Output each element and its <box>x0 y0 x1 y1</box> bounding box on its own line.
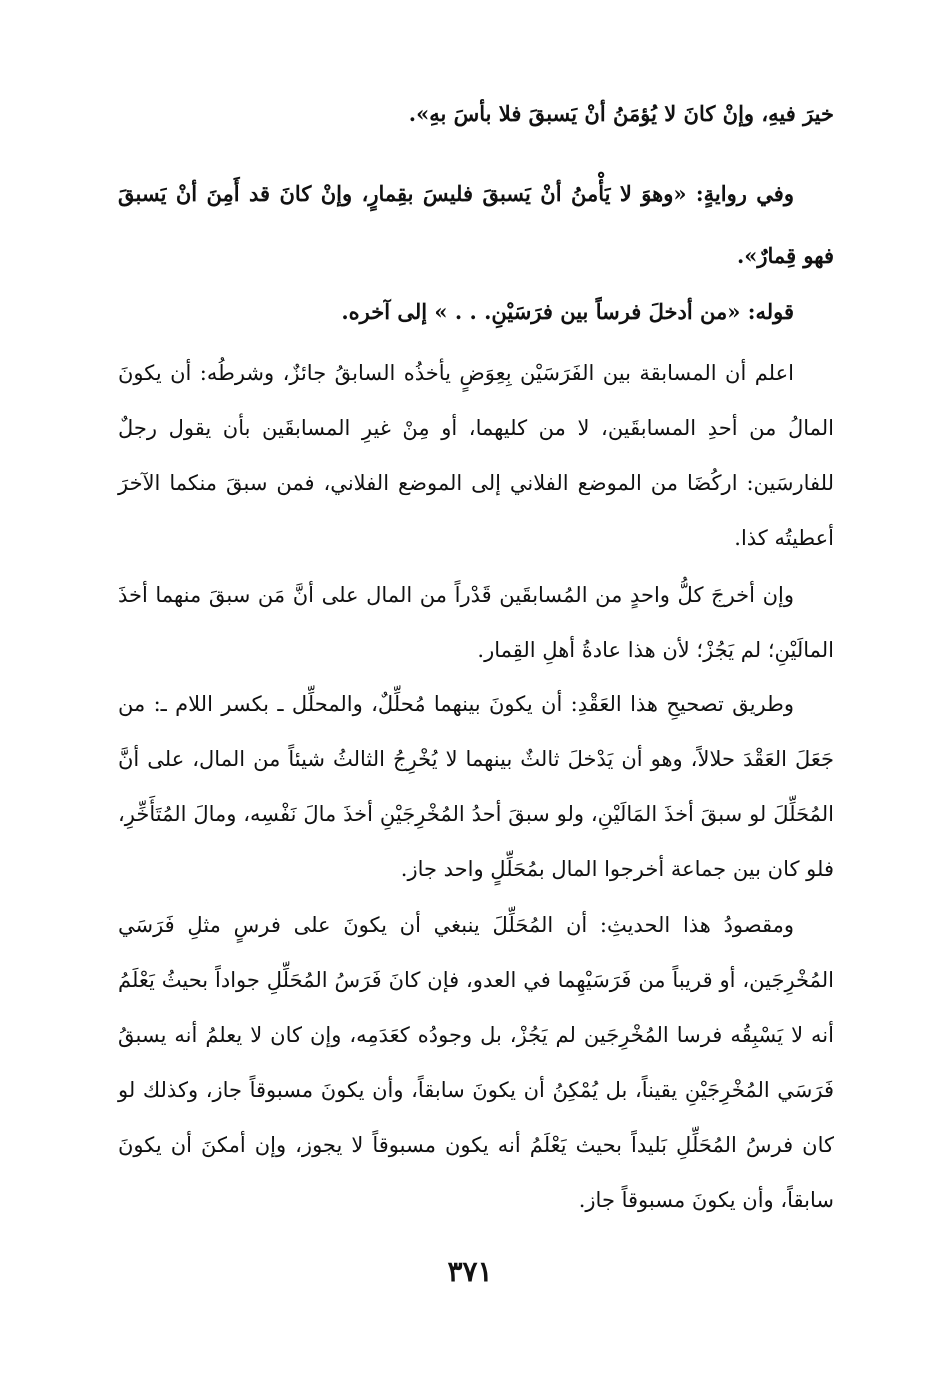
commentary-section <box>118 677 834 897</box>
paragraph-6: وطريق تصحيحِ هذا العَقْدِ: أن يكونَ بينهما مُحلِّلٌ، والمحلِّل ـ بكسر اللام ـ: من جَعَلَ العَقْدَ حلالاً، وهو أن يَدْخلَ ثالثٌ بينهما لا يُخْرِجُ الثالثُ شيئاً من المال، على أنَّ المُحَلِّلَ لو سبقَ أخذَ المَالَيْنِ، ولو سبقَ أحدُ المُخْرِجَيْنِ أخذَ مالَ نَفْسِه، ومالَ المُتَأَخِّرِ، فلو كان بين جماعة أخرجوا المال بمُحَلِّلٍ واحد جاز. <box>118 692 835 881</box>
paragraph-5: وإن أخرجَ كلُّ واحدٍ من المُسابقَين قَدْراً من المال على أنَّ مَن سبقَ منهما أخذَ المالَيْنِ؛ لم يَجُزْ؛ لأن هذا عادةُ أهلِ القِمار. <box>118 583 834 662</box>
alternate-narration <box>118 163 834 287</box>
commentary-section <box>118 898 834 1228</box>
paragraph-3: قوله: «من أدخلَ فرساً بين فرَسَيْنِ. . . » إلى آخره. <box>341 299 794 324</box>
paragraph-2: وفي روايةٍ: «وهوَ لا يَأْمنُ أنْ يَسبقَ فليسَ بقِمارٍ، وإنْ كانَ قد أَمِنَ أنْ يَسبقَ فهو قِمارٌ». <box>118 181 834 268</box>
paragraph-1: خيرَ فيهِ، وإنْ كانَ لا يُؤمَنُ أنْ يَسبقَ فلا بأسَ بهِ». <box>408 101 834 126</box>
page-number: ٣٧١ <box>447 1255 493 1288</box>
commentary-heading <box>118 290 834 334</box>
paragraph-4: اعلم أن المسابقة بين الفَرَسَيْن بِعِوَضٍ يأخذُه السابقُ جائزٌ، وشرطُه: أن يكونَ المالُ من أحدِ المسابقَين، لا من كليهما، أو مِنْ غيرِ المسابقَين بأن يقول رجلٌ للفارسَين: اركُضَا من الموضع الفلاني إلى الموضع الفلاني، فمن سبقَ منكما الآخرَ أعطيتُه كذا. <box>118 361 834 550</box>
commentary-section <box>118 346 834 566</box>
paragraph-7: ومقصودُ هذا الحديثِ: أن المُحَلِّلَ ينبغي أن يكونَ على فرسٍ مثلِ فَرَسَي المُخْرِجَين، أو قريباً من فَرَسَيْهِما في العدو، فإن كانَ فَرَسُ المُحَلِّلِ جواداً بحيثُ يَعْلَمُ أنه لا يَسْبِقُه فرسا المُخْرِجَين لم يَجُزْ، بل وجودُه كعَدَمِه، وإن كان لا يعلمُ أنه يسبقُ فَرَسَي المُخْرِجَيْنِ يقيناً، بل يُمْكِنُ أن يكونَ سابقاً، وأن يكونَ مسبوقاً جاز، وكذلك لو كان فرسُ المُحَلِّلِ بَليداً بحيث يَعْلَمُ أنه يكون مسبوقاً لا يجوز، وإن أمكنَ أن يكونَ سابقاً، وأن يكونَ مسبوقاً جاز. <box>118 913 834 1212</box>
hadith-continuation <box>118 92 834 136</box>
commentary-section <box>118 568 834 678</box>
